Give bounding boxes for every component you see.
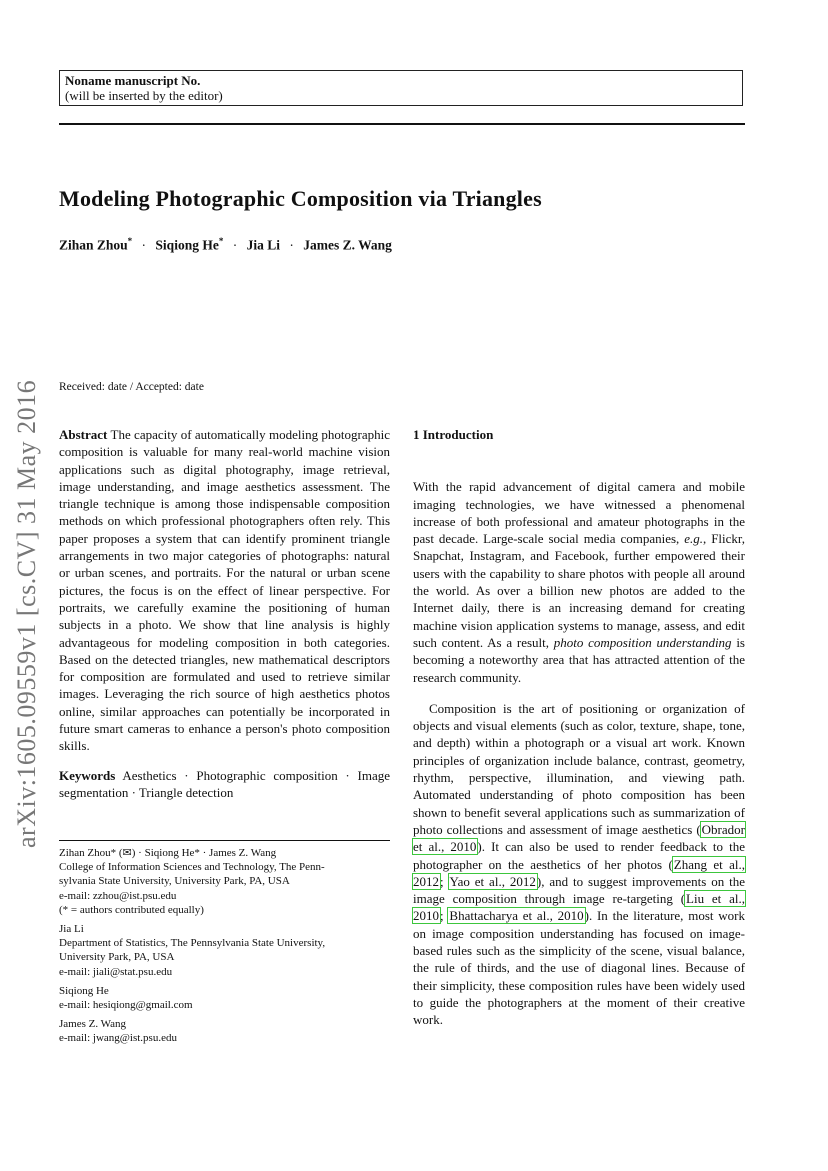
footnote-line: Zihan Zhou* (✉) · Siqiong He* · James Z. Wang xyxy=(59,847,277,859)
author-separator: · xyxy=(289,237,294,253)
footnote-rule xyxy=(59,840,390,841)
author-separator: · xyxy=(141,237,147,253)
header-rule xyxy=(59,123,745,125)
footnote-affiliation xyxy=(59,846,399,917)
text-run: is becoming a noteworthy area that has attracted attention of the research community. xyxy=(413,634,745,685)
citation-link[interactable]: Obrador et al., 2010 xyxy=(413,821,745,855)
author-name: Siqiong He xyxy=(155,237,219,253)
footnote-line: College of Information Sciences and Technology, The Penn- xyxy=(59,861,325,874)
footnote-line: e-mail: hesiqiong@gmail.com xyxy=(59,999,193,1012)
abstract xyxy=(59,426,390,755)
footnote-affiliation xyxy=(59,1017,399,1045)
abstract-heading: Abstract xyxy=(59,427,108,442)
received-line: Received: date / Accepted: date xyxy=(59,381,204,393)
text-run-italic: photo composition understanding xyxy=(553,634,732,650)
footnote-line: e-mail: jiali@stat.psu.edu xyxy=(59,965,173,978)
text-run: ). It can also be used to render feedback to the photographer on the aesthetics of her photos ( xyxy=(413,839,745,872)
citation-link[interactable]: Yao et al., 2012 xyxy=(449,873,536,889)
abstract-text: The capacity of automatically modeling photographic composition is valuable for many real-world machine vision applications such as digital photography, image retrieval, image understanding, and image aesthetics assessment. The triangle technique is among those indispensable composition methods on which professional photographers often rely. This paper proposes a system that can identify prominent triangle arrangements in two major categories of photographs: natural or urban scenes, and portraits. For the natural or urban scene pictures, the focus is on the effect of linear perspective. For portraits, we carefully examine the positioning of human subjects in a photo. We show that line analysis is highly advantageous for modeling composition in both categories. Based on the detected triangles, new mathematical descriptors for composition are formulated and used to retrieve similar images. Leveraging the rich source of high aesthetics photos online, similar approaches can potentially be incorporated in future smart cameras to enhance a person's photo composition skills. xyxy=(59,427,390,754)
text-run: , Flickr, Snapchat, Instagram, and Facebook, further empowered their users with the capability to share photos with people all around the world. As over a billion new photos are added to the Internet daily, there is an increasing demand for creating machine vision application systems to manage, assess, and edit such content. As a result, xyxy=(413,531,745,650)
footnote-line: e-mail: jwang@ist.psu.edu xyxy=(59,1032,177,1045)
editor-note: (will be inserted by the editor) xyxy=(65,88,223,103)
editor-placeholder-box xyxy=(59,70,743,106)
citation-link[interactable]: Liu et al., 2010 xyxy=(413,891,745,924)
citation-link[interactable]: Zhang et al., 2012 xyxy=(413,856,746,889)
manuscript-label: Noname manuscript No. xyxy=(65,73,201,88)
footnote-affiliation xyxy=(59,984,399,1012)
paper-title: Modeling Photographic Composition via Triangles xyxy=(59,186,542,211)
author-name: James Z. Wang xyxy=(303,237,392,253)
arxiv-stamp: arXiv:1605.09559v1 [cs.CV] 31 May 2016 xyxy=(12,379,41,848)
author-separator: · xyxy=(232,237,238,253)
citation-link[interactable]: Bhattacharya et al., 2010 xyxy=(449,908,584,924)
left-column xyxy=(59,426,390,801)
footnote-line: (* = authors contributed equally) xyxy=(59,903,204,916)
footnote-line: sylvania State University, University Park, PA, USA xyxy=(59,875,290,888)
text-run: ), and to suggest improvements on the image composition through image re-targeting ( xyxy=(413,873,745,907)
author-list xyxy=(59,236,392,254)
footnote-line: Department of Statistics, The Pennsylvania State University, xyxy=(59,937,326,950)
author-footnotes xyxy=(59,846,399,1051)
right-column xyxy=(413,426,745,1029)
footnote-line: e-mail: zzhou@ist.psu.edu xyxy=(59,889,177,902)
footnote-line: James Z. Wang xyxy=(59,1018,127,1031)
text-run: Composition is the art of positioning or organization of objects and visual elements (such as color, texture, shape, tone, and depth) within a photograph or a visual art work. Known principles of organization include balance, contrast, geometry, rhythm, perspective, illumination, and viewing path. Automated understanding of photo composition has been shown to benefit several applications such as summarization of photo collections and assessment of image aesthetics ( xyxy=(413,700,745,837)
equal-contribution-mark: * xyxy=(127,236,133,246)
text-run: ; xyxy=(440,908,449,924)
keywords xyxy=(59,767,390,802)
footnote-line: Siqiong He xyxy=(59,984,109,997)
footnote-line: University Park, PA, USA xyxy=(59,951,175,964)
text-run: ; xyxy=(440,873,449,889)
equal-contribution-mark: * xyxy=(218,236,224,246)
footnote-affiliation xyxy=(59,922,399,979)
keywords-heading: Keywords xyxy=(59,767,116,783)
section-heading: 1 Introduction xyxy=(413,427,494,442)
text-run-italic: e.g. xyxy=(684,531,704,547)
text-run: With the rapid advancement of digital camera and mobile imaging technologies, we have witnessed a phenomenal increase of both professional and amateur photographs in the past decade. Large-scale social media companies, xyxy=(413,479,745,547)
intro-paragraph-1 xyxy=(413,478,745,686)
text-run: ). In the literature, most work on image composition understanding has focused on image-based rules such as the simplicity of the scene, visual balance, the rule of thirds, and the use of diagonal lines. Because of their simplicity, these composition rules have been widely used to guide the photographers at the moment of their creative work. xyxy=(413,908,745,1028)
keywords-text: Aesthetics · Photographic composition · Image segmentation · Triangle detection xyxy=(59,767,390,800)
intro-paragraph-2 xyxy=(413,700,745,1029)
footnote-line: Jia Li xyxy=(59,923,84,936)
author-name: Zihan Zhou xyxy=(59,237,128,253)
author-name: Jia Li xyxy=(246,237,280,253)
